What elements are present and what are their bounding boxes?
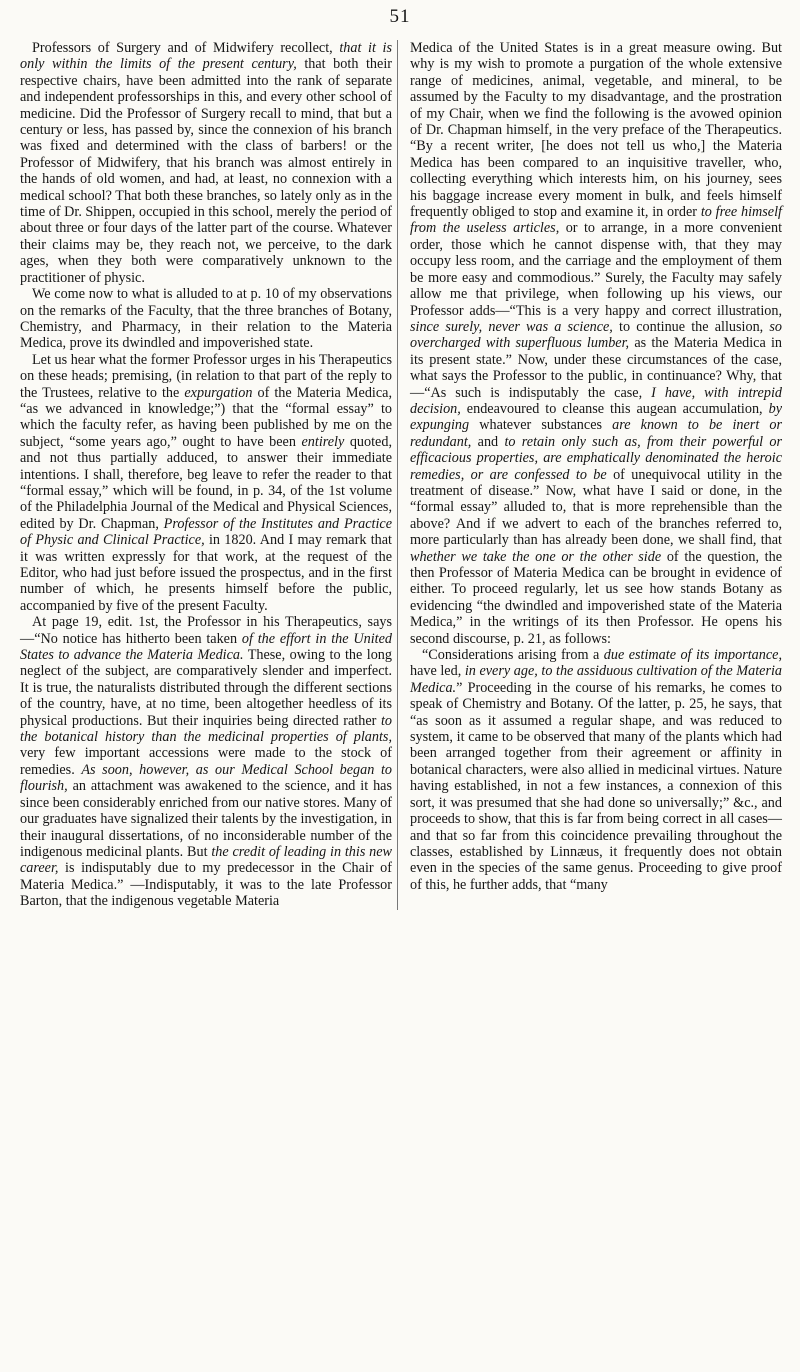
italic-text: whether we take the one or the other side [410,548,662,565]
text-run: Let us hear what the former Professor urges in his Therapeutics on these heads; premising, (in relation to that part of the reply to the Trustees, relative to the [20,351,392,401]
text-run: Medica of the United States is in a great measure owing. But why is my wish to promote a purgation of the whole extensive range of medicines, animal, vegetable, and mineral, to be assumed by the Faculty to my disadvantage, and the prostration of my Chair, when we find the following is the avowed opinion of Dr. Chapman himself, in the very preface of the Therapeutics. “By a recent writer, [he does not tell us who,] the Materia Medica has been compared to an inquisitive traveller, who, collecting everything which interests him, on his journey, sees his baggage increase every moment in bulk, and feels himself frequently obliged to stop and examine it, in order [410,40,782,221]
italic-text: As soon, however, as our Medical School began to flourish, [20,761,392,795]
text-run: whatever substances [469,417,613,434]
italic-text: expurgation [184,384,253,401]
italic-text: to free himself from the useless articles, [410,204,782,237]
text-run: is indisputably due to my predecessor in the Chair of Materia Medica.” —Indisputably, it was to the late Professor Barton, that the indigenous vegetable Materia [20,860,392,910]
paragraph [20,40,392,286]
italic-text: of the effort in the United States to advance the Materia Medica. [20,630,392,664]
italic-text: entirely [301,433,345,450]
page-number: 51 [389,6,411,27]
text-run: in 1820. And I may remark that it was written expressly for that work, at the request of the Editor, who had just before issued the prospectus, and in the first number of which, he presents himself before the public, accompanied by five of the present Faculty. [20,532,392,614]
paragraph [410,40,782,647]
text-run: of unequivocal utility in the treatment of disease.” Now, what have I said or done, in the “formal essay” alluded to, that is more reprehensible than the above? And if we advert to each of the branches referred to, more particularly than has already been done, we shall find, that [410,466,782,549]
italic-text: to the botanical history than the medicinal properties of plants, [20,712,392,746]
text-run: as the Materia Medica in its present state.” Now, under these circumstances of the case, what says the Professor to the public, in continuance? Why, that—“As such is indisputably the case, [410,335,783,401]
italic-text: I have, with intrepid decision, [410,384,782,417]
text-run: At page 19, edit. 1st, the Professor in his Therapeutics, says—“No notice has hitherto been taken [20,614,392,647]
text-run: quoted, and not thus partially adduced, to answer their immediate intentions. I shall, therefore, beg leave to refer the reader to that “formal essay,” which will be found, in p. 34, of the 1st volume of the Philadelphia Journal of the Medical and Physical Sciences, edited by Dr. Chapman, [20,433,392,532]
paragraph [20,286,392,352]
right-column [410,40,782,910]
italic-text: in every age, to the assiduous cultivation of the Materia Medica. [410,663,782,696]
paragraph [20,614,392,909]
text-run: ” Proceeding in the course of his remarks, he comes to speak of Chemistry and Botany. Of the latter, p. 25, he says, that “as soon as it assumed a regular shape, and was reduced to system, it came to be observed that many of the plants which had been arranged together from their agreement or affinity in botanical characters, were also allied in medicinal virtues. Nature having established, in not a few instances, a connexion of this sort, it was presumed that she had done so universally;” &c., and proceeds to show, that this is far from being correct in all cases—and that so far from this coincidence prevailing throughout the classes, established by Linnæus, it frequently does not obtain even in the species of the same genus. Proceeding to give proof of this, he further adds, that “many [410,679,782,893]
text-columns [20,40,782,910]
text-run: or to arrange, in a more convenient order, those which he cannot dispense with, that they may occupy less room, and the carriage and the employment of them be more easy and commodious.” Surely, the Faculty may safely allow me that privilege, when following up his views, our Professor adds—“This is a very happy and correct illustration, [410,220,783,319]
paragraph [410,647,782,893]
text-run: have led, [410,663,465,680]
text-run: Professors of Surgery and of Midwifery recollect, [32,40,340,56]
italic-text: so overcharged with superfluous lumber, [410,318,782,352]
italic-text: are known to be inert or redundant, [410,417,782,450]
italic-text: to retain only such as, from their powerful or efficacious properties, are emphatically denominated the heroic remedies, or are confessed to be [410,433,782,483]
left-column [20,40,398,910]
paragraph [20,352,392,615]
italic-text: that it is only within the limits of the present century, [20,40,392,73]
text-run: an attachment was awakened to the science, and it has since been considerably enriched from our native stores. Many of our graduates have signalized their talents by the investigation, in their inaugural dissertations, of no inconsiderable number of the indigenous medicinal plants. But [20,778,392,860]
text-run: endeavoured to cleanse this augean accumulation, [460,400,769,417]
text-run: We come now to what is alluded to at p. 10 of my observations on the remarks of the Faculty, that the three branches of Botany, Chemistry, and Pharmacy, in their relation to the Materia Medica, prove its dwindled and impoverished state. [20,286,392,352]
text-run: that both their respective chairs, have been admitted into the rank of separate and independent professorships in this, and every other school of medicine. Did the Professor of Surgery recall to mind, that but a century or less, has passed by, since the connexion of his branch was fixed and determined with the class of barbers! or the Professor of Midwifery, that his branch was almost entirely in the hands of old women, and had, at least, no connexion with a medical school? That both these branches, so lately only as in the time of Dr. Shippen, occupied in this school, merely the period of about three or four days of the latter part of the course. Whatever their claims may be, they reach not, we perceive, to the dark ages, when they both were comparatively unknown to the practitioner of physic. [20,56,392,286]
italic-text: the credit of leading in this new career, [20,843,392,877]
text-run: of the Materia Medica, “as we advanced in knowledge;”) that the “formal essay” to which the faculty refer, as having been published by me on the subject, “some years ago,” ought to have been [20,384,392,450]
text-run: of the question, the then Professor of Materia Medica can be brought in evidence of either. To proceed regularly, let us see how stands Botany as evidencing “the dwindled and impoverished state of the Materia Medica,” in the writings of its then Professor. He opens his second discourse, p. 21, as follows: [410,548,783,647]
italic-text: by expunging [410,400,782,434]
text-run: “Considerations arising from a [422,647,604,664]
text-run: to continue the allusion, [612,318,770,335]
text-run: very few important accessions were made to the stock of remedies. [20,745,392,778]
italic-text: Professor of the Institutes and Practice of Physic and Clinical Practice, [20,515,392,549]
italic-text: due estimate of its importance, [603,647,782,664]
text-run: and [471,433,505,450]
text-run: These, owing to the long neglect of the subject, are comparatively slender and imperfect. It is true, the naturalists distributed through the different sections of the country, have, at no time, been altogether heedless of its physical productions. But their inquiries being directed rather [20,647,392,729]
italic-text: since surely, never was a science, [410,318,613,335]
